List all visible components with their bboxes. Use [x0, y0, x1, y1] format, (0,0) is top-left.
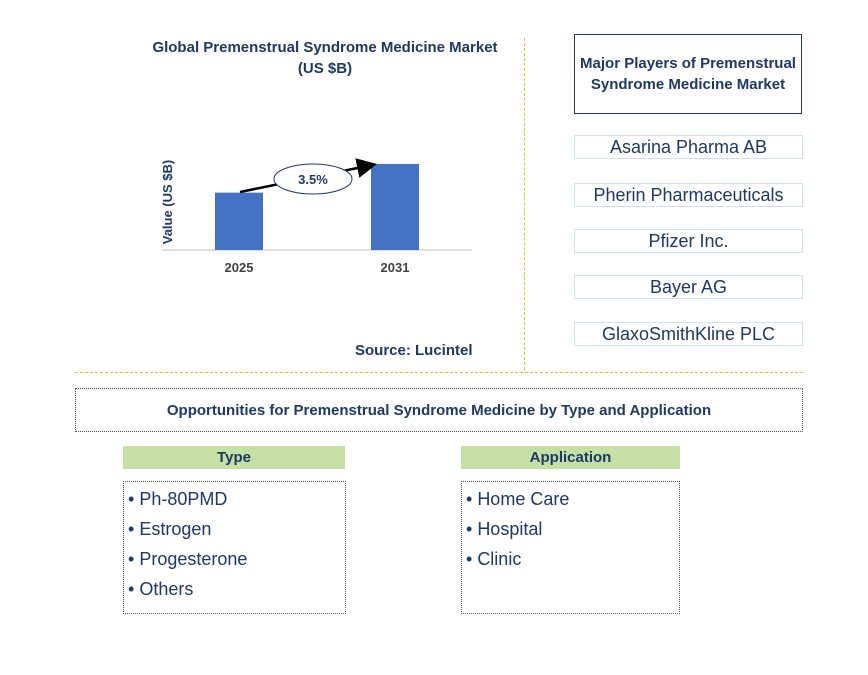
horizontal-divider: [75, 372, 803, 373]
bar-2025: [215, 193, 263, 250]
player-item: Pherin Pharmaceuticals: [574, 183, 803, 207]
x-tick-label: 2031: [380, 260, 410, 275]
player-item: Bayer AG: [574, 275, 803, 299]
y-axis-label: Value (US $B): [160, 159, 175, 245]
player-item: Asarina Pharma AB: [574, 135, 803, 159]
list-item: • Estrogen: [128, 519, 212, 539]
bar-2031: [371, 164, 419, 250]
application-header: Application: [461, 446, 680, 469]
vertical-divider: [524, 38, 525, 370]
list-item: • Clinic: [466, 549, 522, 569]
player-item: GlaxoSmithKline PLC: [574, 322, 803, 346]
list-item: • Others: [128, 579, 194, 599]
type-list: [123, 481, 346, 614]
cagr-label: 3.5%: [298, 172, 328, 187]
x-tick-label: 2025: [224, 260, 254, 275]
list-item: • Progesterone: [128, 549, 248, 569]
chart-title: Global Premenstrual Syndrome Medicine Market (US $B): [152, 39, 498, 77]
application-list: [461, 481, 680, 614]
bar-chart: [0, 0, 520, 300]
source-label: Source: Lucintel: [355, 342, 473, 359]
list-item: • Hospital: [466, 519, 543, 539]
major-players-title: Major Players of Premenstrual Syndrome Medicine Market: [574, 34, 802, 114]
type-header: Type: [123, 446, 345, 469]
player-item: Pfizer Inc.: [574, 229, 803, 253]
list-item: • Home Care: [466, 489, 570, 509]
list-item: • Ph-80PMD: [128, 489, 228, 509]
opportunities-title: Opportunities for Premenstrual Syndrome Medicine by Type and Application: [75, 388, 803, 432]
